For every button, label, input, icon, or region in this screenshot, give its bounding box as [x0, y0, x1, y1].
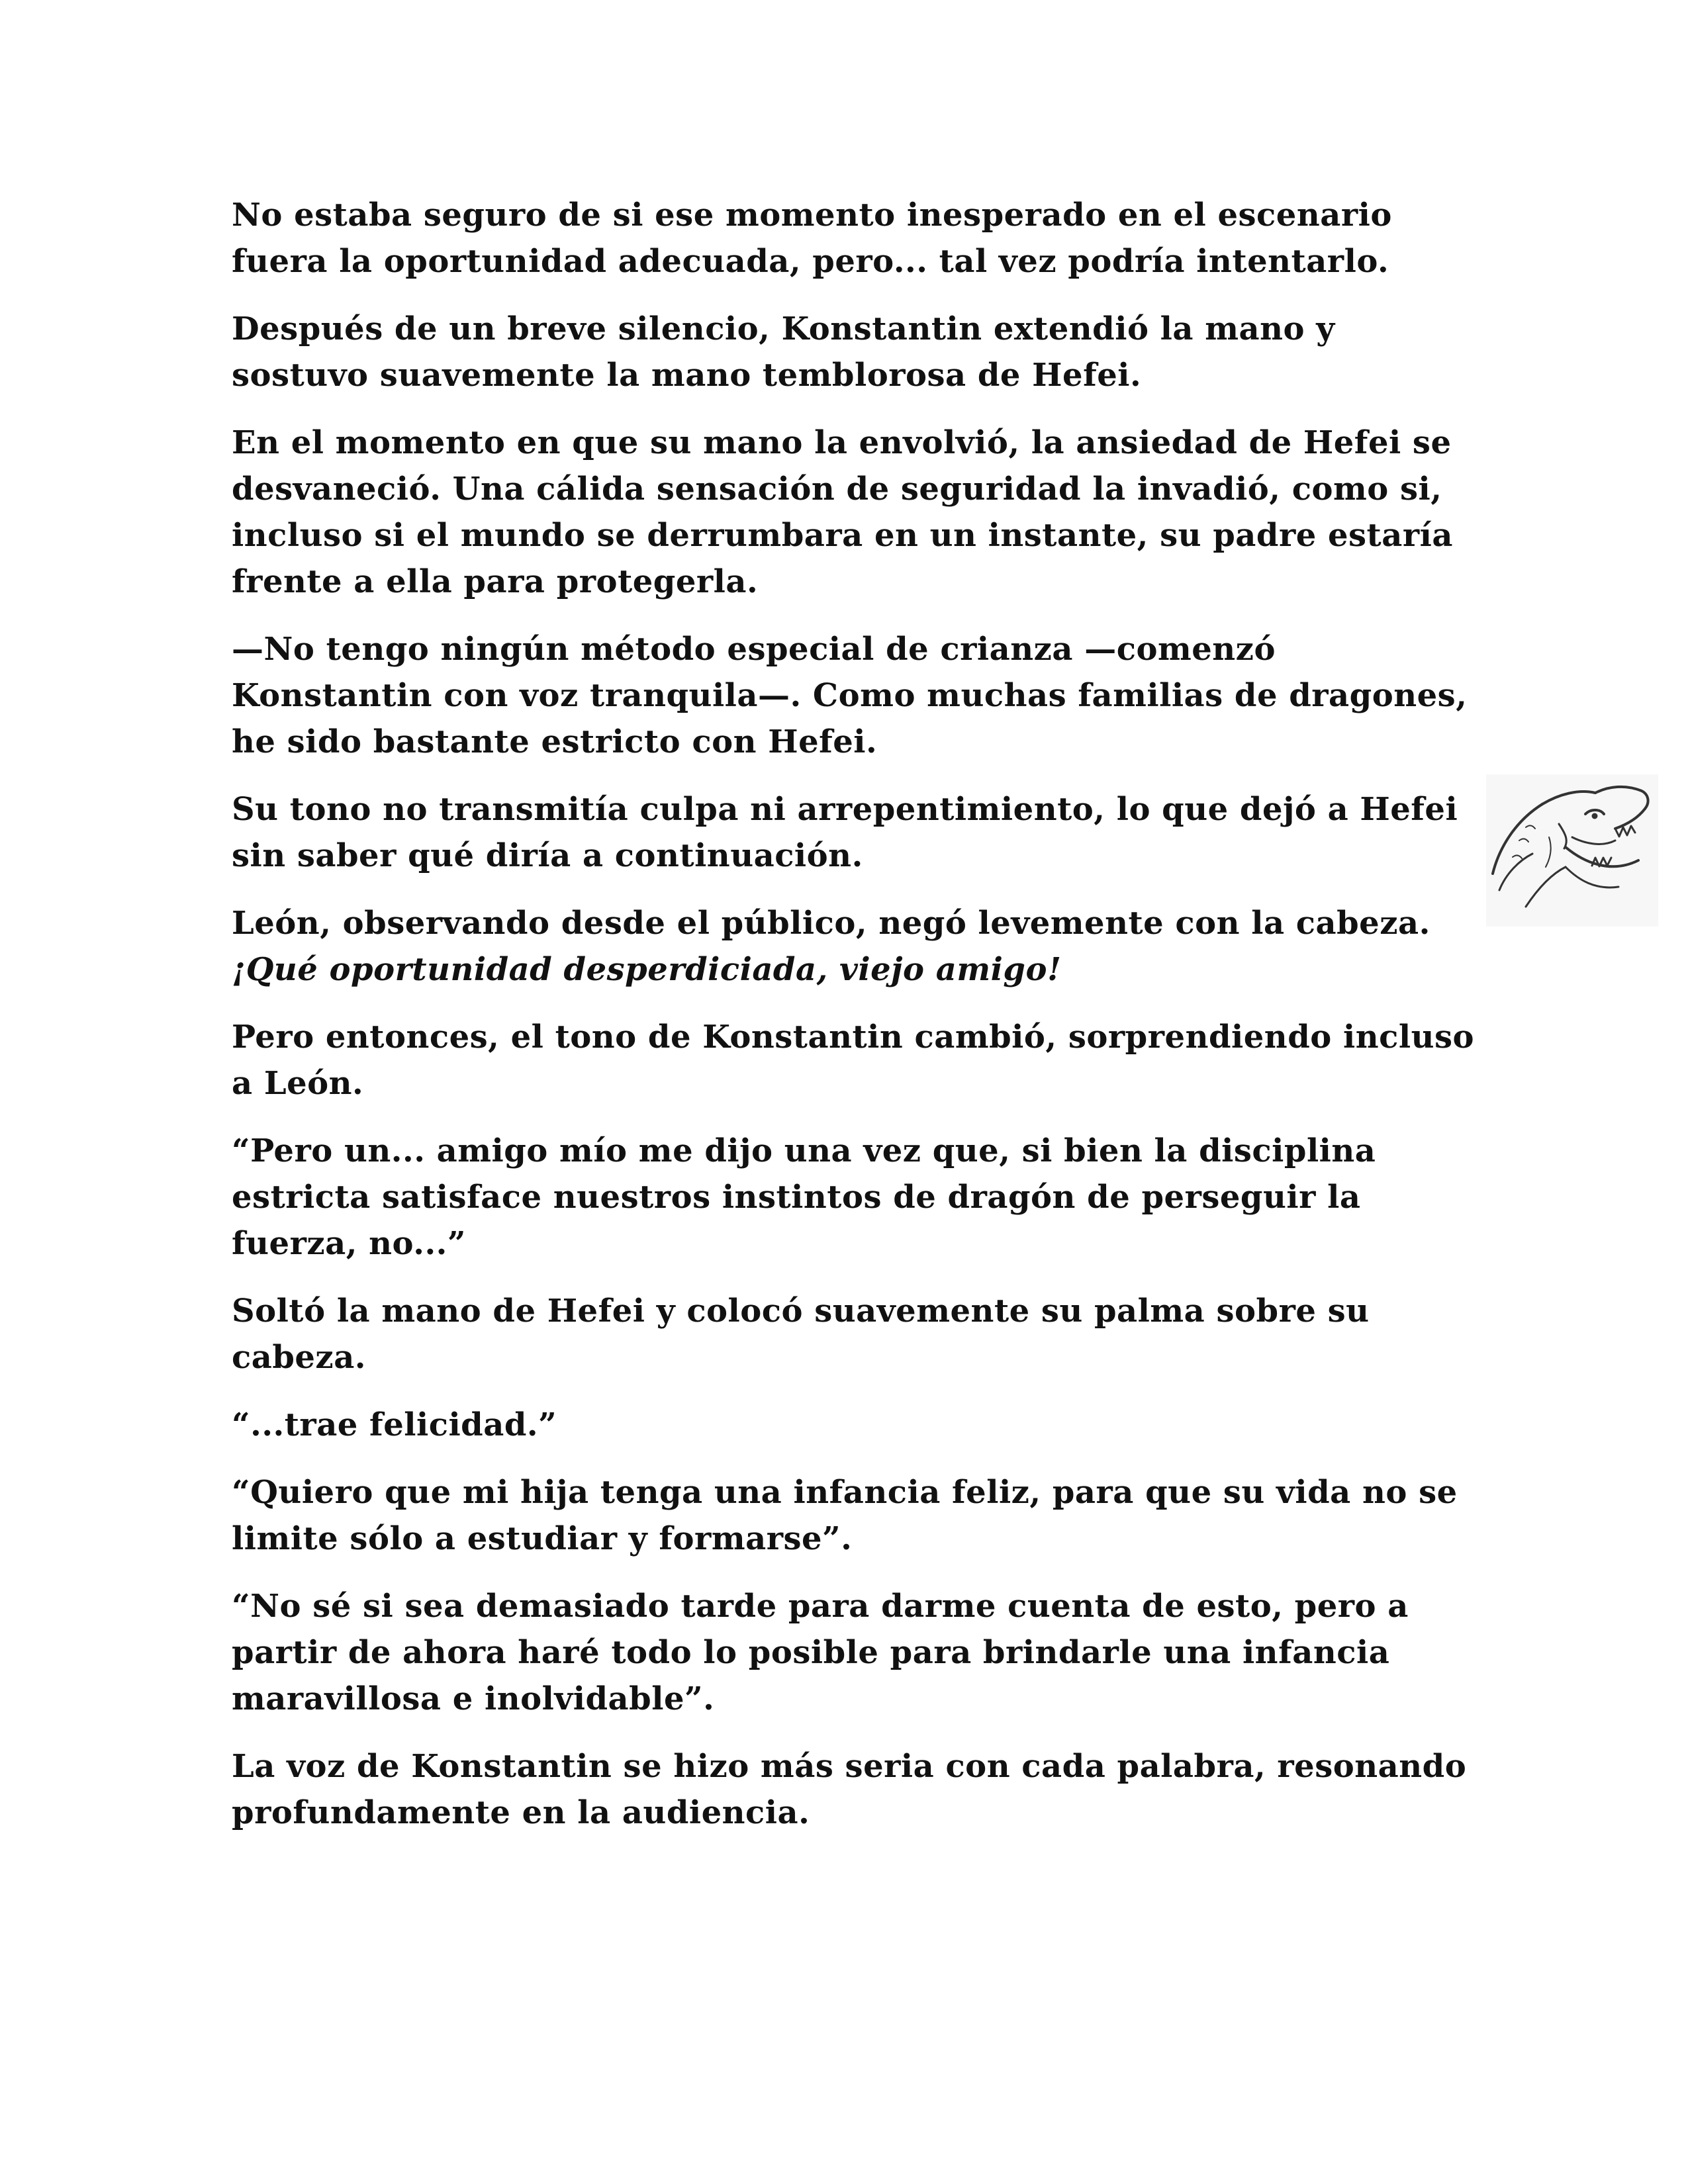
paragraph: Después de un breve silencio, Konstantin extendió la mano y sostuvo suavemente la mano temblorosa de Hefei. [232, 310, 1335, 394]
paragraph: Soltó la mano de Hefei y colocó suavemente su palma sobre su cabeza. [232, 1293, 1370, 1376]
dragon-head-icon [1486, 774, 1658, 927]
paragraph: En el momento en que su mano la envolvió, la ansiedad de Hefei se desvaneció. Una cálida sensación de seguridad la invadió, como si, incluso si el mundo se derrumbara en un instante, su padre estaría frente a ella para protegerla. [232, 424, 1453, 600]
paragraph: —No tengo ningún método especial de crianza —comenzó Konstantin con voz tranquila—. Como muchas familias de dragones, he sido bastante estricto con Hefei. [232, 631, 1468, 760]
paragraph: “...trae felicidad.” [232, 1406, 557, 1443]
paragraph: “Pero un... amigo mío me dijo una vez que, si bien la disciplina estricta satisface nuestros instintos de dragón de perseguir la fuerza, no...” [232, 1132, 1376, 1262]
paragraph: Su tono no transmitía culpa ni arrepentimiento, lo que dejó a Hefei sin saber qué diría a continuación. [232, 791, 1458, 874]
paragraph-plain-text: León, observando desde el público, negó levemente con la cabeza. [232, 905, 1430, 942]
paragraph [232, 900, 1476, 993]
paragraph: La voz de Konstantin se hizo más seria con cada palabra, resonando profundamente en la audiencia. [232, 1748, 1467, 1831]
body-text [232, 192, 1476, 1857]
inner-thought-text: ¡Qué oportunidad desperdiciada, viejo amigo! [232, 951, 1062, 988]
paragraph: “Quiero que mi hija tenga una infancia feliz, para que su vida no se limite sólo a estudiar y formarse”. [232, 1474, 1458, 1557]
paragraph: No estaba seguro de si ese momento inesperado en el escenario fuera la oportunidad adecuada, pero... tal vez podría intentarlo. [232, 197, 1392, 280]
paragraph: “No sé si sea demasiado tarde para darme cuenta de esto, pero a partir de ahora haré todo lo posible para brindarle una infancia maravillosa e inolvidable”. [232, 1588, 1409, 1717]
paragraph: Pero entonces, el tono de Konstantin cambió, sorprendiendo incluso a León. [232, 1019, 1475, 1102]
